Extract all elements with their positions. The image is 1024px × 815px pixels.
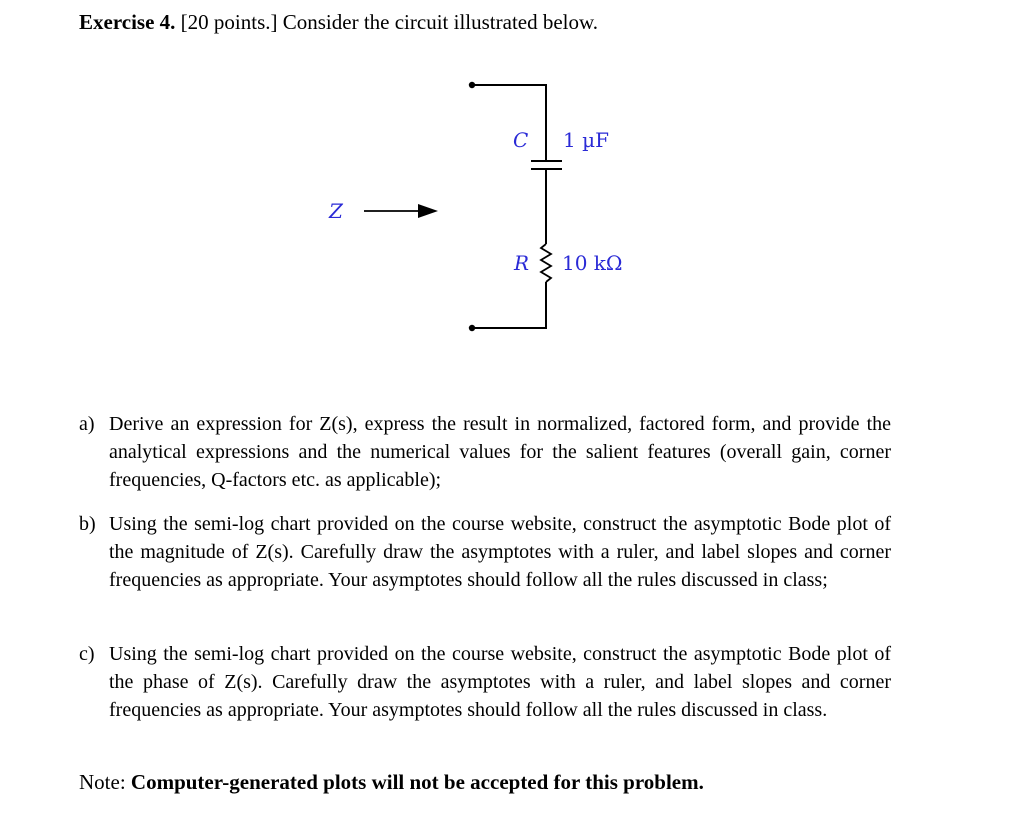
resistor-symbol-label: R xyxy=(514,251,530,275)
circuit-diagram xyxy=(300,70,660,345)
question-part-c xyxy=(79,640,891,724)
exercise-points: [20 points.] xyxy=(180,10,278,34)
exercise-number: Exercise 4. xyxy=(79,10,176,34)
note xyxy=(79,768,704,796)
impedance-label: Z xyxy=(329,199,343,223)
exercise-intro: Consider the circuit illustrated below. xyxy=(282,10,599,34)
part-b-label: b) xyxy=(79,513,96,535)
part-a-label: a) xyxy=(79,413,95,435)
part-c-label: c) xyxy=(79,643,95,665)
capacitor-value-label: 1 µF xyxy=(563,128,609,152)
bottom-wire xyxy=(472,282,546,328)
note-text: Computer-generated plots will not be accepted for this problem. xyxy=(130,770,704,794)
resistor-zigzag xyxy=(541,244,551,282)
part-a-text: Derive an expression for Z(s), express the result in normalized, factored form, and provide the analytical expressions and the numerical values for the salient features (overall gain, corner frequencies, Q-factors etc. as applicable); xyxy=(109,413,891,491)
impedance-arrow-head xyxy=(418,204,438,218)
bottom-terminal xyxy=(469,325,475,331)
question-part-b xyxy=(79,510,891,594)
part-b-text: Using the semi-log chart provided on the course website, construct the asymptotic Bode plot of the magnitude of Z(s). Carefully draw the asymptotes with a ruler, and label slopes and corner frequencies as appropriate. Your asymptotes should follow all the rules discussed in class; xyxy=(109,513,891,591)
part-c-text: Using the semi-log chart provided on the course website, construct the asymptotic Bode plot of the phase of Z(s). Carefully draw the asymptotes with a ruler, and label slopes and corner frequencies as appropriate. Your asymptotes should follow all the rules discussed in class. xyxy=(109,643,891,721)
exercise-heading xyxy=(79,8,598,36)
question-part-a xyxy=(79,410,891,494)
resistor-value-label: 10 kΩ xyxy=(562,251,623,275)
capacitor-symbol-label: C xyxy=(513,128,529,152)
note-prefix: Note: xyxy=(79,770,126,794)
top-wire xyxy=(472,85,546,161)
